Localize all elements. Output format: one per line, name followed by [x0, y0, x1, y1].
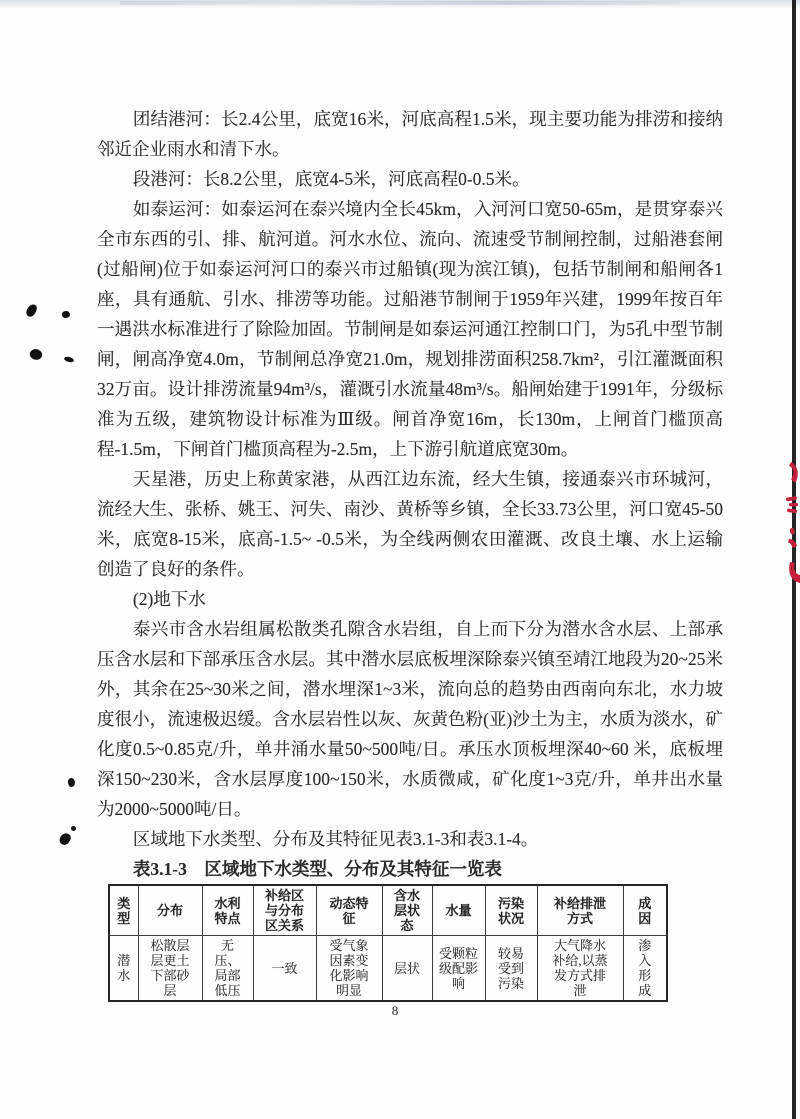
groundwater-table — [108, 884, 668, 1002]
ink-blot — [64, 356, 75, 363]
cell-dynamic-features: 受气象因素变化影响明显 — [316, 936, 382, 1002]
cell-recharge-discharge-mode: 大气降水补给,以蒸发方式排泄 — [537, 936, 623, 1002]
cell-aquifer-state: 层状 — [382, 936, 432, 1002]
document-text-block — [97, 104, 723, 1002]
scan-noise-band — [0, 0, 800, 9]
cell-distribution: 松散层层更土下部砂层 — [138, 936, 202, 1002]
header-hydraulic-features: 水利特点 — [202, 885, 253, 936]
paragraph-table-reference: 区域地下水类型、分布及其特征见表3.1-3和表3.1-4。 — [132, 829, 539, 849]
header-genesis: 成因 — [623, 885, 667, 936]
page-number: 8 — [391, 1003, 399, 1018]
header-recharge-relation: 补给区与分布区关系 — [253, 885, 316, 936]
ink-blot — [67, 777, 76, 788]
header-type: 类型 — [109, 885, 138, 936]
ink-blot — [71, 826, 76, 831]
table-header-row — [109, 885, 667, 936]
paragraph-rutai-canal: 如泰运河：如泰运河在泰兴境内全长45km，入河河口宽50-65m，是贯穿泰兴全市东西的引、排、航河道。河水水位、流向、流速受节制闸控制，过船港套闸(过船闸)位于如泰运河河口的泰兴市过船镇(现为滨江镇)，包括节制闸和船闸各1座，具有通航、引水、排涝等功能。过船港节制闸于1959年兴建，1999年按百年一遇洪水标准进行了除险加固。节制闸是如泰运河通江控制口门，为5孔中型节制闸，闸高净宽4.0m，节制闸总净宽21.0m，规划排涝面积258.7km²，引江灌溉面积32万亩。设计排涝流量94m³/s，灌溉引水流量48m³/s。船闸始建于1991年，分级标准为五级，建筑物设计标准为Ⅲ级。闸首净宽16m，长130m，上闸首门槛顶高程-1.5m，下闸首门槛顶高程为-2.5m，上下游引航道底宽30m。 — [97, 199, 723, 459]
table-row-phreatic-water — [109, 936, 667, 1002]
paragraph-duangang-river: 段港河：长8.2公里，底宽4-5米，河底高程0-0.5米。 — [132, 169, 530, 189]
header-dynamic-features: 动态特征 — [316, 885, 382, 936]
red-seal-fragment — [778, 452, 800, 588]
header-recharge-discharge-mode: 补给排泄方式 — [537, 885, 623, 936]
ink-blot — [58, 831, 73, 846]
header-aquifer-state: 含水层状态 — [382, 885, 432, 936]
paragraph-tianxing-port: 天星港，历史上称黄家港，从西江边东流，经大生镇，接通泰兴市环城河，流经大生、张桥、姚王、河失、南沙、黄桥等乡镇，全长33.73公里，河口宽45-50米，底宽8-15米，底高-1.5~ -0.5米，为全线两侧农田灌溉、改良土壤、水上运输创造了良好的条件。 — [97, 469, 723, 579]
ink-blot — [28, 346, 44, 362]
ink-blot — [25, 303, 38, 318]
ink-blot — [61, 310, 70, 318]
cell-water-volume: 受颗粒级配影响 — [432, 936, 485, 1002]
header-pollution-status: 污染状况 — [485, 885, 537, 936]
header-water-volume: 水量 — [432, 885, 485, 936]
cell-genesis: 渗入形成 — [623, 936, 667, 1002]
header-distribution: 分布 — [138, 885, 202, 936]
paragraph-groundwater-heading: (2)地下水 — [132, 589, 206, 609]
paragraph-tuanjie-gang-river: 团结港河：长2.4公里，底宽16米，河底高程1.5米，现主要功能为排涝和接纳邻近企业雨水和清下水。 — [97, 109, 723, 159]
cell-type: 潜水 — [109, 936, 138, 1002]
cell-pollution-status: 较易受到污染 — [485, 936, 537, 1002]
paragraph-aquifer-description: 泰兴市含水岩组属松散类孔隙含水岩组，自上而下分为潜水含水层、上部承压含水层和下部承压含水层。其中潜水层底板埋深除泰兴镇至靖江地段为20~25米外，其余在25~30米之间，潜水埋深1~3米，流向总的趋势由西南向东北，水力坡度很小，流速极迟缓。含水层岩性以灰、灰黄色粉(亚)沙土为主，水质为淡水，矿化度0.5~0.85克/升，单井涌水量50~500吨/日。承压水顶板埋深40~60 米，底板埋深150~230米，含水层厚度100~150米，水质微咸，矿化度1~3克/升，单井出水量为2000~5000吨/日。 — [97, 619, 723, 819]
cell-hydraulic-features: 无压、局部低压 — [202, 936, 253, 1002]
cell-recharge-relation: 一致 — [253, 936, 316, 1002]
table-title: 表3.1-3 区域地下水类型、分布及其特征一览表 — [132, 859, 502, 879]
